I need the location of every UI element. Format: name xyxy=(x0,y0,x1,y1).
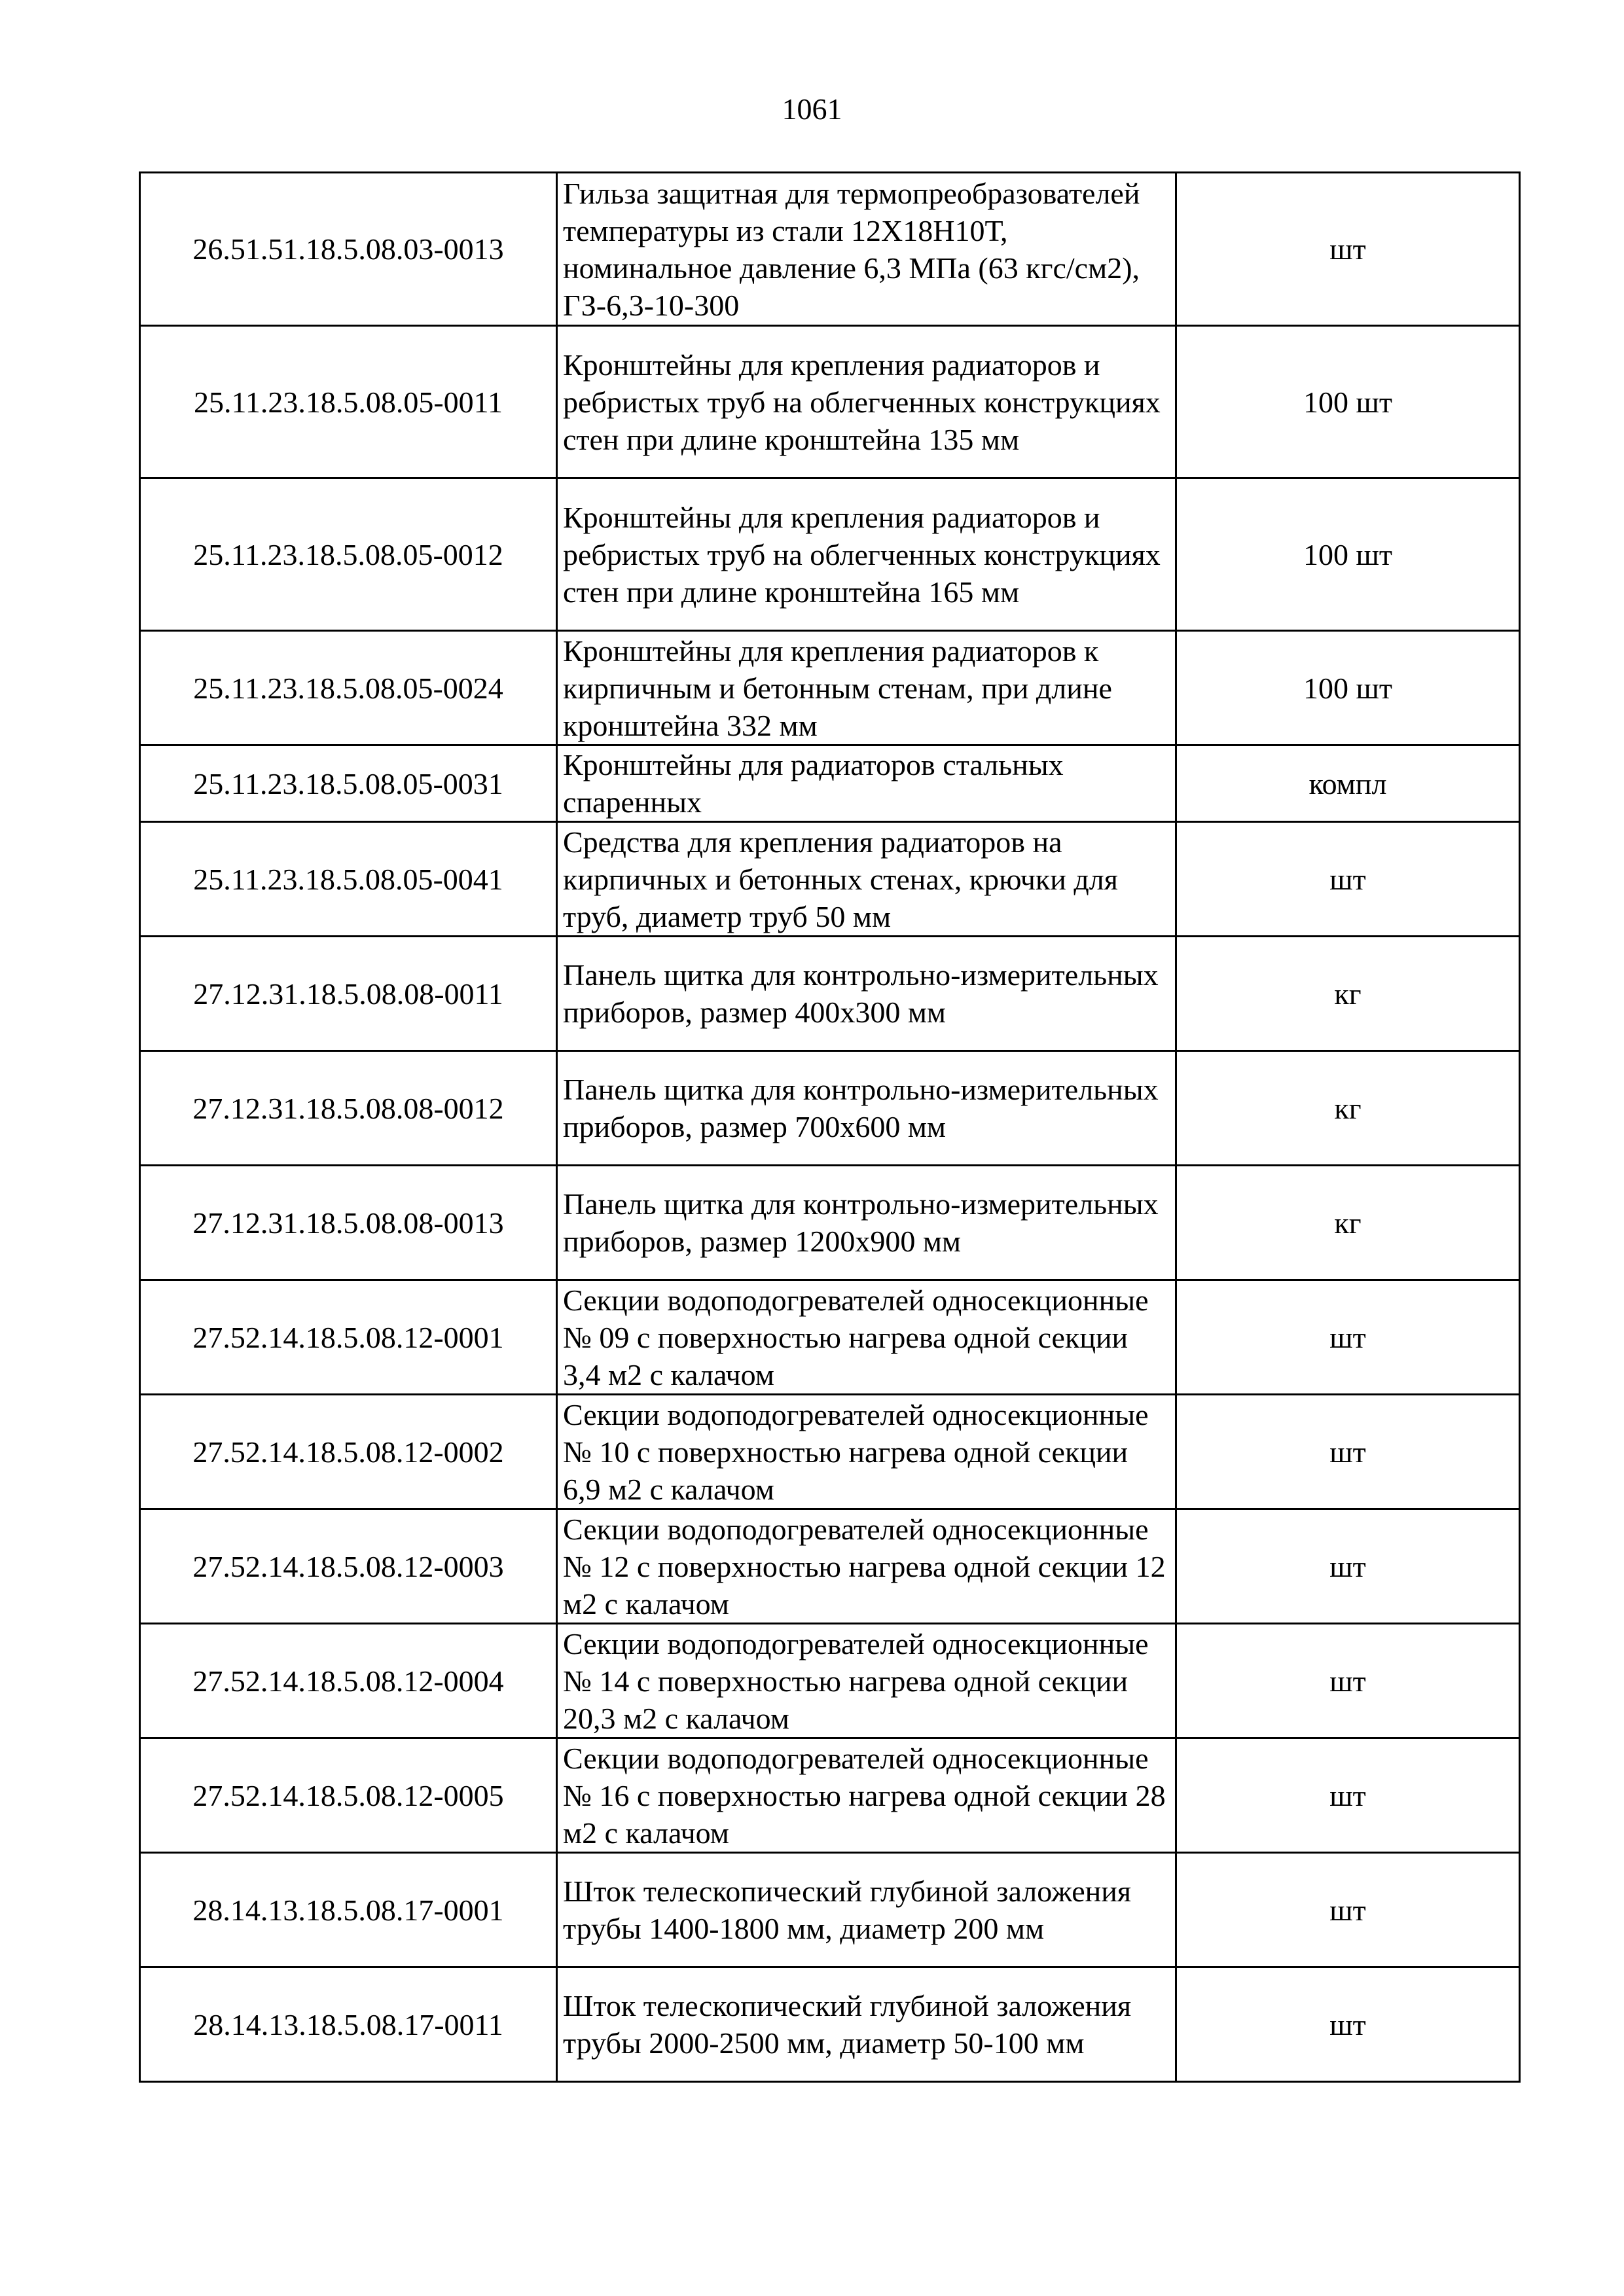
resource-code: 28.14.13.18.5.08.17-0011 xyxy=(140,1967,557,2082)
resource-code: 27.52.14.18.5.08.12-0001 xyxy=(140,1280,557,1395)
resource-code: 26.51.51.18.5.08.03-0013 xyxy=(140,173,557,326)
resource-code: 25.11.23.18.5.08.05-0012 xyxy=(140,478,557,631)
resource-code: 25.11.23.18.5.08.05-0011 xyxy=(140,326,557,478)
unit-of-measure: кг xyxy=(1176,1166,1520,1280)
resource-description: Средства для крепления радиаторов на кирпичных и бетонных стенах, крючки для труб, диаметр труб 50 мм xyxy=(557,822,1176,937)
resource-code: 27.52.14.18.5.08.12-0003 xyxy=(140,1509,557,1624)
unit-of-measure: шт xyxy=(1176,1738,1520,1853)
unit-of-measure: 100 шт xyxy=(1176,478,1520,631)
resource-description: Секции водоподогревателей односекционные № 10 с поверхностью нагрева одной секции 6,9 м2 с калачом xyxy=(557,1395,1176,1509)
unit-of-measure: шт xyxy=(1176,1967,1520,2082)
resource-description: Гильза защитная для термопреобразователей температуры из стали 12Х18Н10Т, номинальное давление 6,3 МПа (63 кгс/см2), ГЗ-6,3-10-300 xyxy=(557,173,1176,326)
table-row xyxy=(140,1166,1520,1280)
table-row xyxy=(140,326,1520,478)
unit-of-measure: шт xyxy=(1176,1280,1520,1395)
resource-description: Кронштейны для крепления радиаторов и ребристых труб на облегченных конструкциях стен при длине кронштейна 135 мм xyxy=(557,326,1176,478)
unit-of-measure: 100 шт xyxy=(1176,631,1520,745)
unit-of-measure: шт xyxy=(1176,822,1520,937)
resource-code: 28.14.13.18.5.08.17-0001 xyxy=(140,1853,557,1967)
table-row xyxy=(140,1051,1520,1166)
table-row xyxy=(140,1967,1520,2082)
table-row xyxy=(140,1624,1520,1738)
resource-code: 27.12.31.18.5.08.08-0012 xyxy=(140,1051,557,1166)
unit-of-measure: компл xyxy=(1176,745,1520,822)
table-row xyxy=(140,745,1520,822)
resource-description: Секции водоподогревателей односекционные № 12 с поверхностью нагрева одной секции 12 м2 с калачом xyxy=(557,1509,1176,1624)
resource-description: Панель щитка для контрольно-измерительных приборов, размер 1200х900 мм xyxy=(557,1166,1176,1280)
unit-of-measure: кг xyxy=(1176,937,1520,1051)
unit-of-measure: шт xyxy=(1176,173,1520,326)
table-row xyxy=(140,1395,1520,1509)
table-row xyxy=(140,937,1520,1051)
resource-description: Панель щитка для контрольно-измерительных приборов, размер 700х600 мм xyxy=(557,1051,1176,1166)
resource-code: 25.11.23.18.5.08.05-0024 xyxy=(140,631,557,745)
resource-table xyxy=(139,171,1521,2083)
table-row xyxy=(140,173,1520,326)
table-row xyxy=(140,1280,1520,1395)
table-row xyxy=(140,1738,1520,1853)
resource-description: Кронштейны для крепления радиаторов к кирпичным и бетонным стенам, при длине кронштейна 332 мм xyxy=(557,631,1176,745)
resource-code: 27.52.14.18.5.08.12-0002 xyxy=(140,1395,557,1509)
table-row xyxy=(140,822,1520,937)
resource-description: Шток телескопический глубиной заложения трубы 1400-1800 мм, диаметр 200 мм xyxy=(557,1853,1176,1967)
resource-code: 27.52.14.18.5.08.12-0005 xyxy=(140,1738,557,1853)
resource-code: 25.11.23.18.5.08.05-0041 xyxy=(140,822,557,937)
unit-of-measure: 100 шт xyxy=(1176,326,1520,478)
unit-of-measure: шт xyxy=(1176,1509,1520,1624)
unit-of-measure: шт xyxy=(1176,1395,1520,1509)
resource-code: 27.52.14.18.5.08.12-0004 xyxy=(140,1624,557,1738)
page-number: 1061 xyxy=(782,92,842,126)
resource-description: Секции водоподогревателей односекционные № 16 с поверхностью нагрева одной секции 28 м2 с калачом xyxy=(557,1738,1176,1853)
table-row xyxy=(140,478,1520,631)
resource-description: Шток телескопический глубиной заложения трубы 2000-2500 мм, диаметр 50-100 мм xyxy=(557,1967,1176,2082)
table-row xyxy=(140,1853,1520,1967)
resource-description: Панель щитка для контрольно-измерительных приборов, размер 400х300 мм xyxy=(557,937,1176,1051)
resource-code: 27.12.31.18.5.08.08-0011 xyxy=(140,937,557,1051)
unit-of-measure: шт xyxy=(1176,1624,1520,1738)
resource-description: Секции водоподогревателей односекционные № 09 с поверхностью нагрева одной секции 3,4 м2 с калачом xyxy=(557,1280,1176,1395)
unit-of-measure: кг xyxy=(1176,1051,1520,1166)
resource-description: Кронштейны для радиаторов стальных спаренных xyxy=(557,745,1176,822)
resource-code: 27.12.31.18.5.08.08-0013 xyxy=(140,1166,557,1280)
unit-of-measure: шт xyxy=(1176,1853,1520,1967)
resource-description: Секции водоподогревателей односекционные № 14 с поверхностью нагрева одной секции 20,3 м2 с калачом xyxy=(557,1624,1176,1738)
table-row xyxy=(140,1509,1520,1624)
resource-description: Кронштейны для крепления радиаторов и ребристых труб на облегченных конструкциях стен при длине кронштейна 165 мм xyxy=(557,478,1176,631)
resource-code: 25.11.23.18.5.08.05-0031 xyxy=(140,745,557,822)
table-row xyxy=(140,631,1520,745)
